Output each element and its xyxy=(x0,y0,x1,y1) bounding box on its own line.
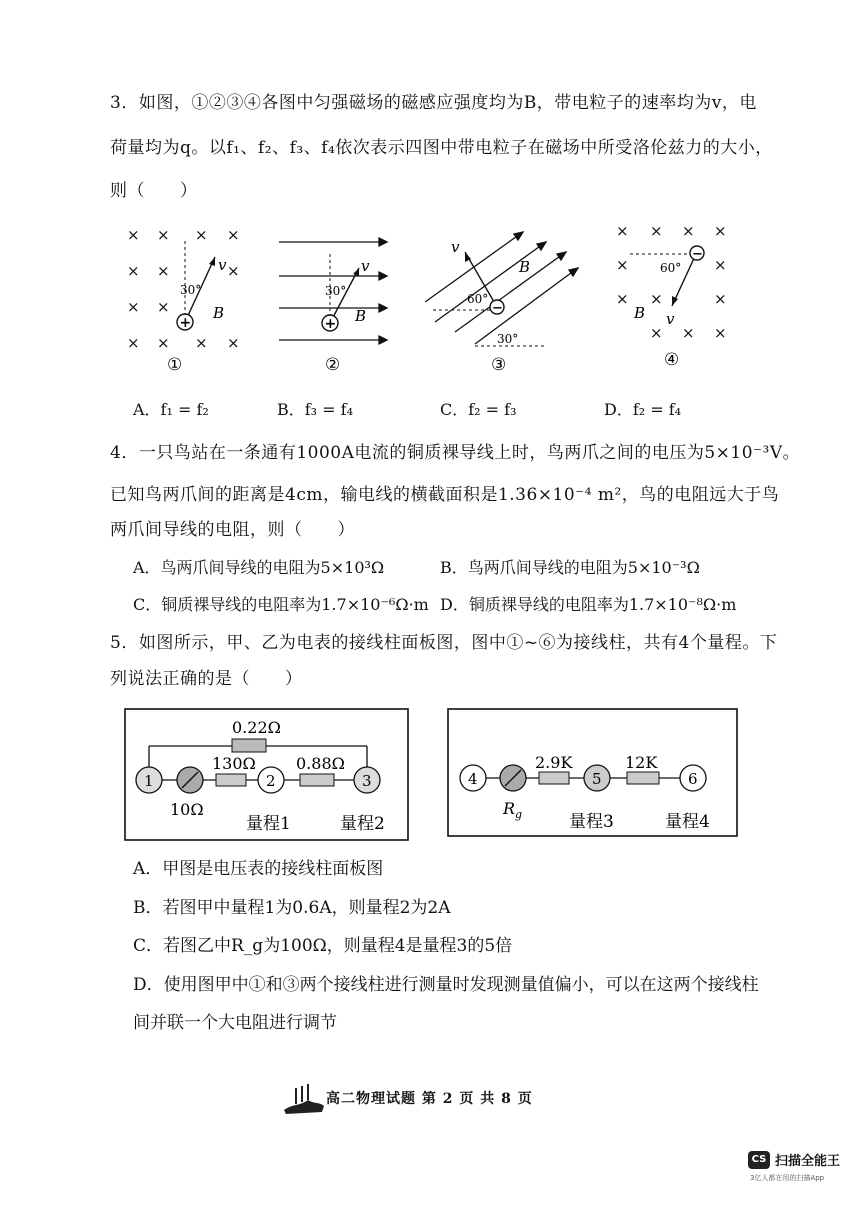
svg-text:×: × xyxy=(227,226,240,244)
q4-option-c[interactable]: C．铜质裸导线的电阻率为1.7×10⁻⁶Ω·m xyxy=(133,595,429,614)
q3-fig-label-1: ① xyxy=(167,355,183,375)
svg-text:×: × xyxy=(157,298,170,316)
q3-option-a[interactable]: A．f₁ = f₂ xyxy=(133,400,209,419)
scanner-badge xyxy=(748,1150,840,1169)
q3-line3: 则（ ） xyxy=(110,181,198,201)
svg-text:×: × xyxy=(127,262,140,280)
svg-text:×: × xyxy=(227,334,240,352)
q5-a-n3: 3 xyxy=(362,772,372,790)
svg-text:×: × xyxy=(650,324,663,342)
svg-text:×: × xyxy=(682,324,695,342)
q3-f4-v: v xyxy=(666,310,675,328)
scanner-tagline: 3亿人都在用的扫描App xyxy=(750,1174,825,1182)
q3-figure-4 xyxy=(610,220,750,372)
svg-text:×: × xyxy=(157,226,170,244)
q3-f1-charge: + xyxy=(179,315,192,331)
q4-line1: 4．一只鸟站在一条通有1000A电流的铜质裸导线上时，鸟两爪之间的电压为5×10⁻³V。 xyxy=(110,443,801,463)
q3-fig-label-2: ② xyxy=(325,355,341,375)
svg-text:×: × xyxy=(127,226,140,244)
q3-fig-label-4: ④ xyxy=(664,350,680,370)
q3-option-c[interactable]: C．f₂ = f₃ xyxy=(440,400,517,419)
q3-f2-B: B xyxy=(355,307,367,325)
svg-text:×: × xyxy=(616,256,629,274)
svg-text:×: × xyxy=(616,222,629,240)
footer-logo xyxy=(282,1080,326,1116)
q3-f1-angle: 30° xyxy=(180,283,202,297)
q5-panel-b xyxy=(447,708,739,838)
q3-f4-charge: − xyxy=(692,247,703,262)
svg-text:×: × xyxy=(714,222,727,240)
q5-option-b[interactable]: B．若图甲中量程1为0.6A，则量程2为2A xyxy=(133,898,451,918)
q5-b-rg: $R_g$ xyxy=(503,799,523,821)
q5-b-range4: 量程4 xyxy=(665,812,710,832)
q5-a-r-top: 0.22Ω xyxy=(232,718,281,737)
q3-f2-charge: + xyxy=(324,316,337,332)
q5-line1: 5．如图所示，甲、乙为电表的接线柱面板图，图中①~⑥为接线柱，共有4个量程。下 xyxy=(110,633,778,653)
q3-figure-2 xyxy=(275,228,393,376)
q3-f2-v: v xyxy=(361,257,370,275)
svg-text:×: × xyxy=(157,262,170,280)
q5-a-rg: 10Ω xyxy=(170,800,204,819)
q3-line2: 荷量均为q。以f₁、f₂、f₃、f₄依次表示四图中带电粒子在磁场中所受洛伦兹力的大小， xyxy=(110,138,773,158)
q3-f1-v: v xyxy=(218,256,227,274)
page-footer: 高二物理试题 第 2 页 共 8 页 xyxy=(326,1091,533,1107)
q3-figure-3 xyxy=(425,222,585,376)
q5-panel-a xyxy=(124,708,410,842)
svg-text:×: × xyxy=(195,334,208,352)
q4-line2: 已知鸟两爪间的距离是4cm，输电线的横截面积是1.36×10⁻⁴ m²，鸟的电阻远大于鸟 xyxy=(110,485,780,505)
svg-text:×: × xyxy=(714,256,727,274)
svg-text:×: × xyxy=(195,226,208,244)
scanner-app-name: 扫描全能王 xyxy=(775,1154,841,1169)
q3-option-d[interactable]: D．f₂ = f₄ xyxy=(604,400,682,419)
q5-line2: 列说法正确的是（ ） xyxy=(110,669,303,689)
q4-option-b[interactable]: B．鸟两爪间导线的电阻为5×10⁻³Ω xyxy=(440,558,700,577)
q5-a-r-right: 0.88Ω xyxy=(296,754,345,773)
q3-option-b[interactable]: B．f₃ = f₄ xyxy=(277,400,354,419)
q5-a-range1: 量程1 xyxy=(246,814,291,834)
svg-text:×: × xyxy=(227,262,240,280)
q5-b-n4: 4 xyxy=(468,770,478,788)
q3-f4-B: B xyxy=(634,304,646,322)
q3-fig-label-3: ③ xyxy=(491,355,507,375)
q5-option-a[interactable]: A．甲图是电压表的接线柱面板图 xyxy=(133,859,384,879)
cs-logo-icon: CS xyxy=(748,1151,770,1169)
svg-text:×: × xyxy=(682,222,695,240)
q5-a-r-mid: 130Ω xyxy=(212,754,256,773)
q3-f3-charge: − xyxy=(492,301,503,316)
q3-f1-B: B xyxy=(213,304,225,322)
svg-text:×: × xyxy=(714,324,727,342)
svg-text:×: × xyxy=(616,290,629,308)
q5-option-d-cont: 间并联一个大电阻进行调节 xyxy=(133,1013,337,1033)
q5-b-r2: 12K xyxy=(625,753,658,772)
svg-text:×: × xyxy=(127,298,140,316)
svg-text:×: × xyxy=(650,290,663,308)
svg-text:×: × xyxy=(714,290,727,308)
q5-a-n1: 1 xyxy=(144,772,154,790)
q5-a-range2: 量程2 xyxy=(340,814,385,834)
q3-figure-1 xyxy=(115,222,255,377)
q5-b-n6: 6 xyxy=(688,770,698,788)
q5-option-d[interactable]: D．使用图甲中①和③两个接线柱进行测量时发现测量值偏小，可以在这两个接线柱 xyxy=(133,975,759,995)
q5-option-c[interactable]: C．若图乙中R_g为100Ω，则量程4是量程3的5倍 xyxy=(133,936,513,956)
svg-text:×: × xyxy=(157,334,170,352)
q3-f3-B: B xyxy=(519,258,531,276)
q3-line1: 3．如图，①②③④各图中匀强磁场的磁感应强度均为B，带电粒子的速率均为v，电 xyxy=(110,93,757,113)
svg-text:×: × xyxy=(127,334,140,352)
q5-b-r1: 2.9K xyxy=(535,753,573,772)
q3-f2-angle: 30° xyxy=(325,284,347,298)
q3-f4-angle: 60° xyxy=(660,261,682,275)
q3-f3-angle-60: 60° xyxy=(467,292,489,306)
q4-line3: 两爪间导线的电阻，则（ ） xyxy=(110,520,355,540)
q5-a-n2: 2 xyxy=(266,772,276,790)
svg-text:×: × xyxy=(650,222,663,240)
q5-b-range3: 量程3 xyxy=(569,812,614,832)
q3-f3-v: v xyxy=(451,238,460,256)
q5-b-n5: 5 xyxy=(592,770,602,788)
q4-option-a[interactable]: A．鸟两爪间导线的电阻为5×10³Ω xyxy=(133,558,385,577)
q3-f3-angle-30: 30° xyxy=(497,332,519,346)
q4-option-d[interactable]: D．铜质裸导线的电阻率为1.7×10⁻⁸Ω·m xyxy=(440,595,737,614)
